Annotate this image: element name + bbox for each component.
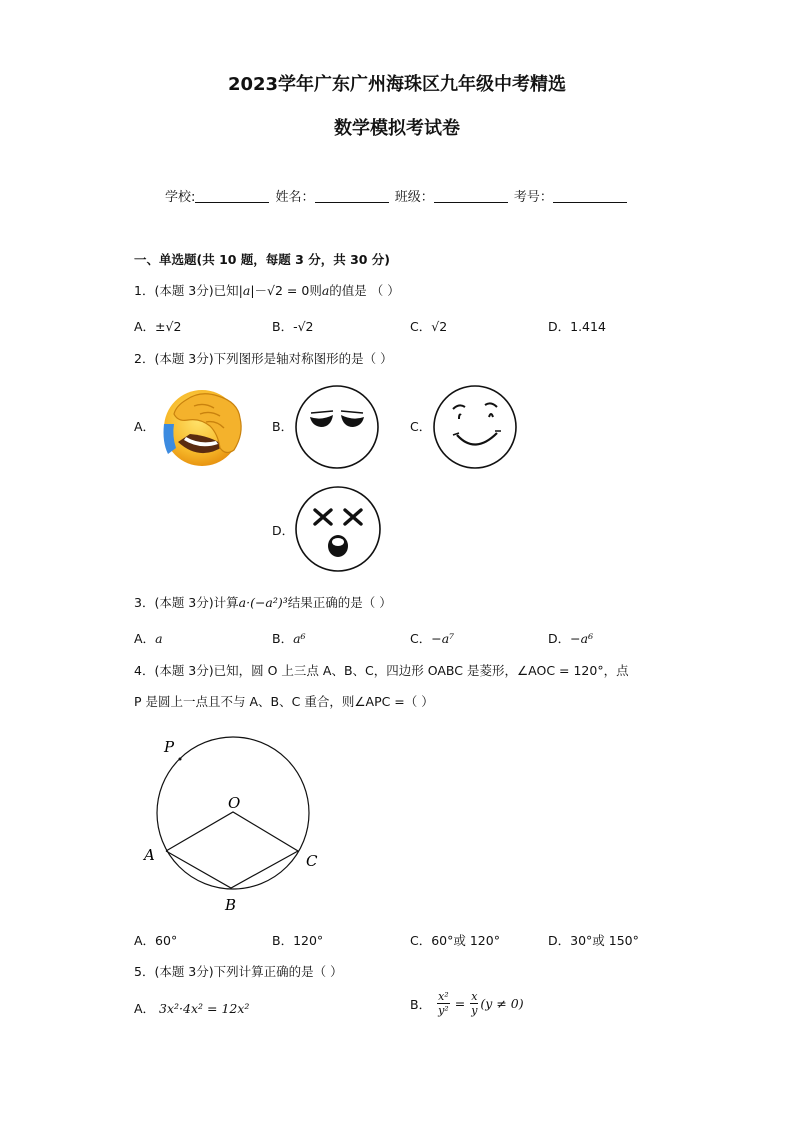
sleepy-face-icon — [293, 383, 381, 471]
question-1-stem — [134, 281, 400, 299]
q1-stem-part: 的值是 （ ） — [329, 283, 400, 298]
q3-option-b[interactable] — [272, 629, 306, 647]
facepalm-emoji-icon — [160, 384, 248, 470]
q1-option-a[interactable]: A．±√2 — [134, 319, 182, 334]
q2-option-c[interactable]: C． — [410, 419, 432, 434]
q3-option-a-letter: A． — [134, 631, 156, 646]
q5-fraction-2 — [470, 990, 478, 1017]
q3-option-b-letter: B． — [272, 631, 294, 646]
q4-option-d[interactable]: D．30°或 150° — [548, 933, 639, 948]
fraction-numerator: x — [471, 990, 478, 1003]
q1-var: a — [321, 283, 330, 298]
q3-option-c-value: −a⁷ — [431, 631, 455, 646]
equals-sign: = — [454, 996, 466, 1011]
name-blank[interactable] — [315, 190, 389, 203]
q1-option-c[interactable]: C．√2 — [410, 319, 448, 334]
name-label: 姓名： — [275, 190, 315, 205]
smiling-face-icon — [431, 383, 519, 471]
q3-option-b-value: a⁶ — [293, 631, 306, 646]
q2-option-b[interactable]: B． — [272, 419, 294, 434]
q5-option-b-letter: B． — [410, 996, 432, 1012]
q5-option-a[interactable] — [134, 999, 249, 1017]
fraction-denominator: y² — [438, 1004, 449, 1017]
q3-stem-part: 3．(本题 3分)计算 — [134, 595, 239, 610]
label-p: P — [164, 738, 175, 756]
label-a: A — [144, 846, 155, 864]
label-c: C — [306, 852, 318, 870]
number-blank[interactable] — [553, 190, 627, 203]
question-5-stem: 5．(本题 3分)下列计算正确的是（ ） — [134, 964, 343, 979]
q4-option-b[interactable]: B．120° — [272, 933, 324, 948]
student-info-line — [165, 186, 629, 205]
question-4-stem-line1: 4．(本题 3分)已知，圆 O 上三点 A、B、C，四边形 OABC 是菱形，∠AOC = 120°，点 — [134, 663, 629, 678]
section-heading: 一、单选题(共 10 题，每题 3 分，共 30 分) — [134, 252, 391, 267]
question-3-stem — [134, 593, 392, 611]
q3-option-a-value: a — [155, 631, 163, 646]
q3-option-c-letter: C． — [410, 631, 432, 646]
q3-option-d-letter: D． — [548, 631, 571, 646]
q3-expression: a·(−a²)³ — [238, 595, 288, 610]
q1-stem-part: |－√2 = 0则 — [250, 283, 322, 298]
q3-option-d[interactable] — [548, 629, 593, 647]
paper-title-line1: 2023学年广东广州海珠区九年级中考精选 — [227, 74, 567, 95]
q1-stem-part: 1．(本题 3分)已知| — [134, 283, 243, 298]
q3-option-d-value: −a⁶ — [570, 631, 594, 646]
q5-option-a-letter: A． — [134, 1001, 156, 1016]
circle-rhombus-figure — [130, 730, 340, 920]
paper-title-line2: 数学模拟考试卷 — [334, 118, 460, 139]
q5-option-b[interactable] — [410, 990, 524, 1017]
q3-stem-part: 结果正确的是（ ） — [287, 595, 392, 610]
class-blank[interactable] — [434, 190, 508, 203]
q5-option-a-value: 3x²·4x² = 12x² — [159, 1001, 250, 1016]
q5-fraction-1 — [437, 990, 450, 1017]
label-o: O — [228, 794, 241, 812]
q1-option-d[interactable]: D．1.414 — [548, 319, 606, 334]
label-b: B — [225, 896, 237, 914]
question-4-stem-line2: P 是圆上一点且不与 A、B、C 重合，则∠APC =（ ） — [134, 694, 434, 709]
dizzy-face-icon — [293, 484, 383, 574]
school-blank[interactable] — [195, 190, 269, 203]
fraction-denominator: y — [471, 1004, 478, 1017]
school-label: 学校: — [165, 190, 196, 205]
q1-option-b[interactable]: B．-√2 — [272, 319, 314, 334]
q1-var: a — [242, 283, 251, 298]
q2-option-d[interactable]: D． — [272, 523, 295, 538]
number-label: 考号： — [513, 190, 553, 205]
q3-option-c[interactable] — [410, 629, 454, 647]
q5-condition: (y ≠ 0) — [480, 996, 524, 1011]
q2-option-a[interactable]: A． — [134, 419, 156, 434]
q4-option-a[interactable]: A．60° — [134, 933, 178, 948]
question-2-stem: 2．(本题 3分)下列图形是轴对称图形的是（ ） — [134, 351, 393, 366]
class-label: 班级： — [394, 190, 434, 205]
fraction-numerator: x² — [438, 990, 449, 1003]
q4-option-c[interactable]: C．60°或 120° — [410, 933, 500, 948]
q3-option-a[interactable] — [134, 629, 163, 647]
